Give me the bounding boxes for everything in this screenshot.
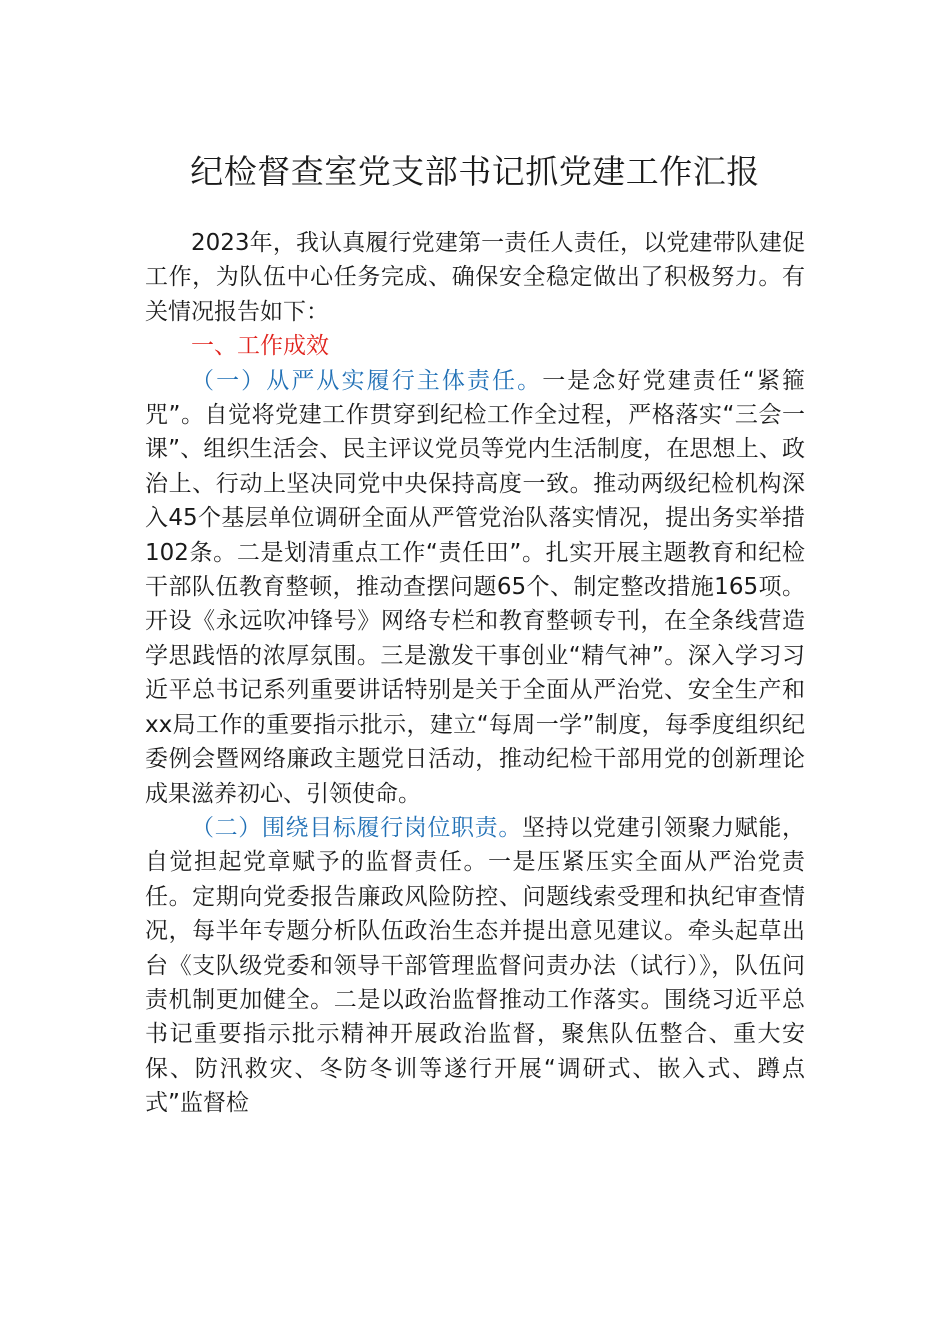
subsection-1-heading: （一）从严从实履行主体责任。 (191, 367, 543, 394)
subsection-1-text: 一是念好党建责任“紧箍咒”。自觉将党建工作贯穿到纪检工作全过程，严格落实“三会一课”、组织生活会、民主评议党员等党内生活制度，在思想上、政治上、行动上坚决同党中央保持高度一致。推动两级纪检机构深入45个基层单位调研全面从严管党治队落实情况，提出务实举措102条。二是划清重点工作“责任田”。扎实开展主题教育和纪检干部队伍教育整顿，推动查摆问题65个、制定整改措施165项。开设《永远吹冲锋号》网络专栏和教育整顿专刊，在全条线营造学思践悟的浓厚氛围。三是激发干事创业“精气神”。深入学习习近平总书记系列重要讲话特别是关于全面从严治党、安全生产和xx局工作的重要指示批示，建立“每周一学”制度，每季度组织纪委例会暨网络廉政主题党日活动，推动纪检干部用党的创新理论成果滋养初心、引领使命。 (145, 367, 806, 807)
section-heading-work-results: 一、工作成效 (191, 333, 329, 360)
subsection-2-heading: （二）围绕目标履行岗位职责。 (191, 814, 522, 841)
document-title: 纪检督查室党支部书记抓党建工作汇报 (190, 152, 760, 191)
subsection-2-paragraph (145, 811, 805, 1121)
subsection-2-text: 坚持以党建引领聚力赋能，自觉担起党章赋予的监督责任。一是压紧压实全面从严治党责任。定期向党委报告廉政风险防控、问题线索受理和执纪审查情况，每半年专题分析队伍政治生态并提出意见建议。牵头起草出台《支队级党委和领导干部管理监督问责办法（试行）》，队伍问责机制更加健全。二是以政治监督推动工作落实。围绕习近平总书记重要指示批示精神开展政治监督，聚焦队伍整合、重大安保、防汛救灾、冬防冬训等遂行开展“调研式、嵌入式、蹲点式”监督检 (145, 814, 806, 1117)
intro-paragraph: 2023年，我认真履行党建第一责任人责任，以党建带队建促工作，为队伍中心任务完成、确保安全稳定做出了积极努力。有关情况报告如下： (145, 230, 805, 325)
document-body (145, 226, 805, 1121)
subsection-1-paragraph (145, 364, 805, 811)
